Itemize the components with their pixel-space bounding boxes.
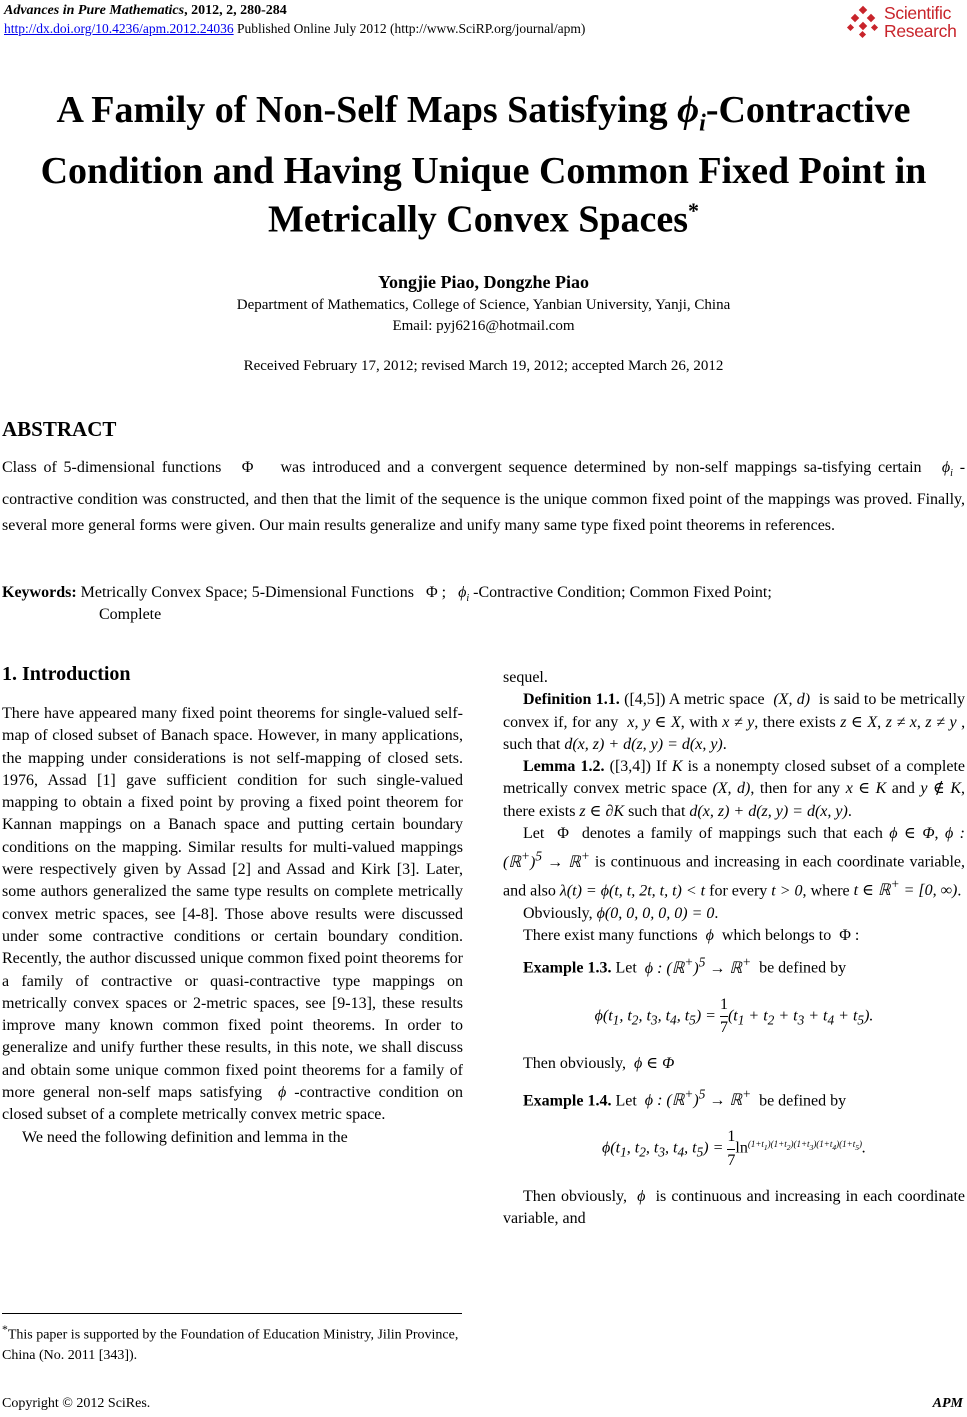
definition-text: ([4,5]) A metric space: [619, 691, 765, 709]
lemma-text: is a nonempty closed subset of a complete metrically convex metric space: [503, 758, 966, 798]
abstract-text: -contractive condition was constructed, and then that the limit of the sequence is the unique common fixed point of the mappings was proved. Finally, several more general forms were given. Our main results generalize and unify many same type fixed point theorems in references.: [2, 459, 966, 535]
published-info: Published Online July 2012 (http://www.SciRP.org/journal/apm): [233, 21, 586, 36]
paragraph-text: is continuous and increasing in each coordinate variable, and also: [503, 853, 965, 900]
equation-example-1-4: $\phi(t_1$, $t_2$, $t_3$, $t_4$, $t_5$) = $\frac{1}{7}$ $\ln^{(1+t_1)(1+t_2)(1+t_3)(1+t_4)(1+t_5)}$.: [602, 1128, 866, 1169]
section-heading-introduction: 1. Introduction: [2, 663, 131, 685]
paragraph-text: denotes a family of mappings such that each: [581, 825, 883, 843]
abstract-text: was introduced and a convergent sequence determined by non-self mappings sa-tisfying certain: [280, 459, 922, 476]
example-label: Example 1.3.: [523, 959, 612, 977]
scientific-research-logo: [846, 2, 964, 42]
title-footnote-mark: *: [688, 198, 700, 223]
footnote-mark: *: [2, 1323, 8, 1336]
logo-mark-icon: [846, 5, 880, 39]
paragraph-text: be defined by: [759, 959, 847, 977]
paper-title-line1: [0, 82, 967, 152]
final-paragraph: Then obviously, ϕ is continuous and increasing in each coordinate variable, and: [503, 1187, 966, 1228]
there-exist-line: There exist many functions ϕ which belongs to Φ :: [523, 926, 860, 944]
paragraph-text: Let: [611, 959, 637, 977]
authors: Yongjie Piao, Dongzhe Piao: [378, 272, 589, 292]
paragraph-text: which belongs to: [721, 926, 832, 944]
keywords-label: Keywords:: [2, 584, 77, 601]
lemma-label: Lemma 1.2.: [523, 758, 605, 776]
lemma-text: ([3,4]) If: [604, 758, 667, 776]
lemma-1-2: Lemma 1.2. ([3,4]) If K is a nonempty closed subset of a complete metrically convex metric space (X, d), then for any x ∈ K and y ∉ K, there exists z ∈ ∂K such that d(x, z) + d(z, y) = d(x, y).: [503, 758, 966, 820]
journal-abbr: APM: [932, 1396, 963, 1411]
intro-paragraph-1: There have appeared many fixed point theorems for single-valued self-map of closed subset of Banach space. However, in many applications, the mapping under considerations is not self-mapping of closed sets. 1976, Assad [1] gave sufficient condition for such single-valued mapping to obtain a fixed point by proving a fixed point theorem for Kannan mappings on a Banach space and putting certain boundary conditions on the mapping. Similar results for multi-valued mappings were respectively given by Assad [2] and Assad and Kirk [3]. Later, some authors generalized the same type results on complete metrically convex metric spaces, see [4-8]. Those above results were discussed under some contractive conditions or certain boundary condition. Recently, the author discussed unique common fixed point theorems for a family of contractive or quasi-contractive type mappings on metrically convex spaces or 2-metric spaces, see [9-13], these results improve many known common fixed point theorems. In order to generalize and unify further these results, in this note, we shall discuss and obtain some unique common fixed point theorems for a family of more general non-self maps satisfying ϕ -contractive condition on closed subset of a complete metrically convex metric space.: [2, 705, 464, 1124]
phi-symbol: ϕ: [677, 89, 700, 131]
definition-text: , with: [680, 713, 718, 731]
logo-text-research: Research: [884, 21, 957, 41]
abstract-body: Class of 5-dimensional functions Φ was introduced and a convergent sequence determined by non-self mappings sa-tisfying certain $\phi_i$ -contractive condition was constructed, and then that the limit of the sequence is the unique common fixed point of the mappings was proved. Finally, several more general forms were given. Our main results generalize and unify many same type fixed point theorems in references.: [2, 459, 966, 535]
left-column: [2, 703, 463, 1149]
keywords-text: -Contractive Condition; Common Fixed Point;: [473, 584, 772, 601]
example-1-4: Example 1.4. Let ϕ : (ℝ+)$^5$ → ℝ+ be defined by: [523, 1086, 847, 1110]
keywords-continued: Complete: [99, 606, 162, 623]
received-dates: Received February 17, 2012; revised March 19, 2012; accepted March 26, 2012: [243, 358, 724, 374]
title-text: A Family of Non-Self Maps Satisfying: [56, 89, 678, 131]
example-1-3: Example 1.3. Let ϕ : (ℝ+)$^5$ → ℝ+ be defined by: [523, 954, 847, 977]
journal-name: Advances in Pure Mathematics: [4, 3, 185, 18]
paragraph-text: There exist many functions: [523, 926, 698, 944]
doi-link[interactable]: http://dx.doi.org/10.4236/apm.2012.24036: [4, 21, 234, 36]
paragraph-text: Then obviously,: [523, 1187, 628, 1205]
logo-text-scientific: Scientific: [884, 3, 952, 23]
abstract-heading: ABSTRACT: [2, 417, 117, 441]
obviously-line: Obviously, ϕ(0, 0, 0, 0, 0) = 0.: [523, 904, 719, 922]
definition-text: , there exists: [754, 713, 836, 731]
paper-title-line3: [0, 183, 967, 248]
right-column: [503, 667, 965, 1231]
definition-1-1: Definition 1.1. ([4,5]) A metric space (X, d) is said to be metrically convex if, for any x, y ∈ X, with x ≠ y, there exists z ∈ X, z ≠ x, z ≠ y , such that d(x, z) + d(z, y) = d(x, y).: [503, 691, 966, 753]
paragraph-text: for every: [709, 882, 768, 900]
copyright: Copyright © 2012 SciRes.: [2, 1396, 151, 1411]
paragraph-text: Obviously,: [523, 904, 593, 922]
phi-subscript: i: [699, 110, 706, 137]
keywords-text: ;: [441, 584, 447, 601]
affiliation: Department of Mathematics, College of Science, Yanbian University, Yanji, China: [236, 297, 731, 313]
abstract-text: Class of 5-dimensional functions: [2, 459, 222, 476]
lemma-text: , there exists: [503, 780, 966, 820]
keywords-text: Metrically Convex Space; 5-Dimensional Functions: [76, 584, 414, 601]
equation-example-1-3: $\phi(t_1$, $t_2$, $t_3$, $t_4$, $t_5$) = $\frac{1}{7}$ $(t_1 + t_2 + t_3 + t_4 + t_5)$.: [594, 995, 874, 1037]
let-phi-paragraph: Let Φ denotes a family of mappings such that each ϕ ∈ Φ, ϕ : (ℝ+)$^5$ → ℝ+ is continuous and increasing in each coordinate variable, and also λ(t) = ϕ(t, t, 2t, t, t) < t for every t > 0, where t ∈ ℝ+ = [0, ∞).: [503, 825, 966, 900]
footnote-text: This paper is supported by the Foundation of Education Ministry, Jilin Province, China (No. 2011 [343]).: [2, 1327, 459, 1363]
paragraph-text: , where: [802, 882, 850, 900]
intro-text: There have appeared many fixed point theorems for single-valued self-map of closed subset of Banach space. However, in many applications, the mapping under considerations is not self-mapping of closed sets. 1976, Assad [1] gave sufficient condition for such single-valued mapping to obtain a fixed point by proving a fixed point theorem for Kannan mappings on a Banach space and putting certain boundary conditions on the mapping. Similar results for multi-valued mappings were respectively given by Assad [2] and Assad and Kirk [3]. Later, some authors generalized the same type results on complete metrically convex metric spaces, see [4-8]. Those above results were discussed under some contractive conditions or certain boundary condition. Recently, the author discussed unique common fixed point theorems for a family of contractive or quasi-contractive type mappings on metrically convex spaces or 2-metric spaces, see [9-13], these results improve many known common fixed point theorems. In order to generalize and unify further these results, in this note, we shall discuss and obtain some unique common fixed point theorems for a family of more general non-self maps satisfying: [2, 705, 463, 1102]
sequel-text: sequel.: [503, 669, 548, 686]
keywords: Keywords: Metrically Convex Space; 5-Dimensional Functions Φ ; $\phi_i$ -Contractive Condition; Common Fixed Point;: [2, 584, 772, 605]
doi-line: [4, 21, 585, 37]
lemma-text: such that: [628, 802, 686, 820]
title-text: Metrically Convex Spaces: [267, 198, 689, 241]
title-text: -Contractive: [705, 89, 911, 131]
example-label: Example 1.4.: [523, 1092, 612, 1110]
definition-label: Definition 1.1.: [523, 691, 620, 709]
volume-info: , 2012, 2, 280-284: [184, 3, 287, 18]
intro-paragraph-2: We need the following definition and lemma in the: [22, 1128, 348, 1146]
then-obviously-line: Then obviously, ϕ ∈ Φ: [523, 1055, 675, 1073]
journal-header: [4, 3, 287, 19]
footnote-rule: [2, 1313, 462, 1314]
paragraph-text: Let: [611, 1092, 637, 1110]
definition-text: , such that: [503, 713, 966, 753]
email: Email: pyj6216@hotmail.com: [392, 318, 575, 334]
footnote: [2, 1320, 463, 1366]
paragraph-text: Let: [523, 825, 545, 843]
paragraph-text: Then obviously,: [523, 1055, 626, 1073]
lemma-text: and: [891, 780, 915, 798]
lemma-text: , then for any: [750, 780, 841, 798]
definition-text: is said to be metrically convex if, for any: [503, 691, 966, 731]
intro-text: -contractive condition on closed subset of a complete metrically convex metric space.: [2, 1084, 464, 1124]
paragraph-text: be defined by: [759, 1092, 847, 1110]
paper-title-line2: Condition and Having Unique Common Fixed Point in: [40, 150, 927, 192]
paragraph-text: is continuous and increasing in each coordinate variable, and: [503, 1187, 966, 1228]
